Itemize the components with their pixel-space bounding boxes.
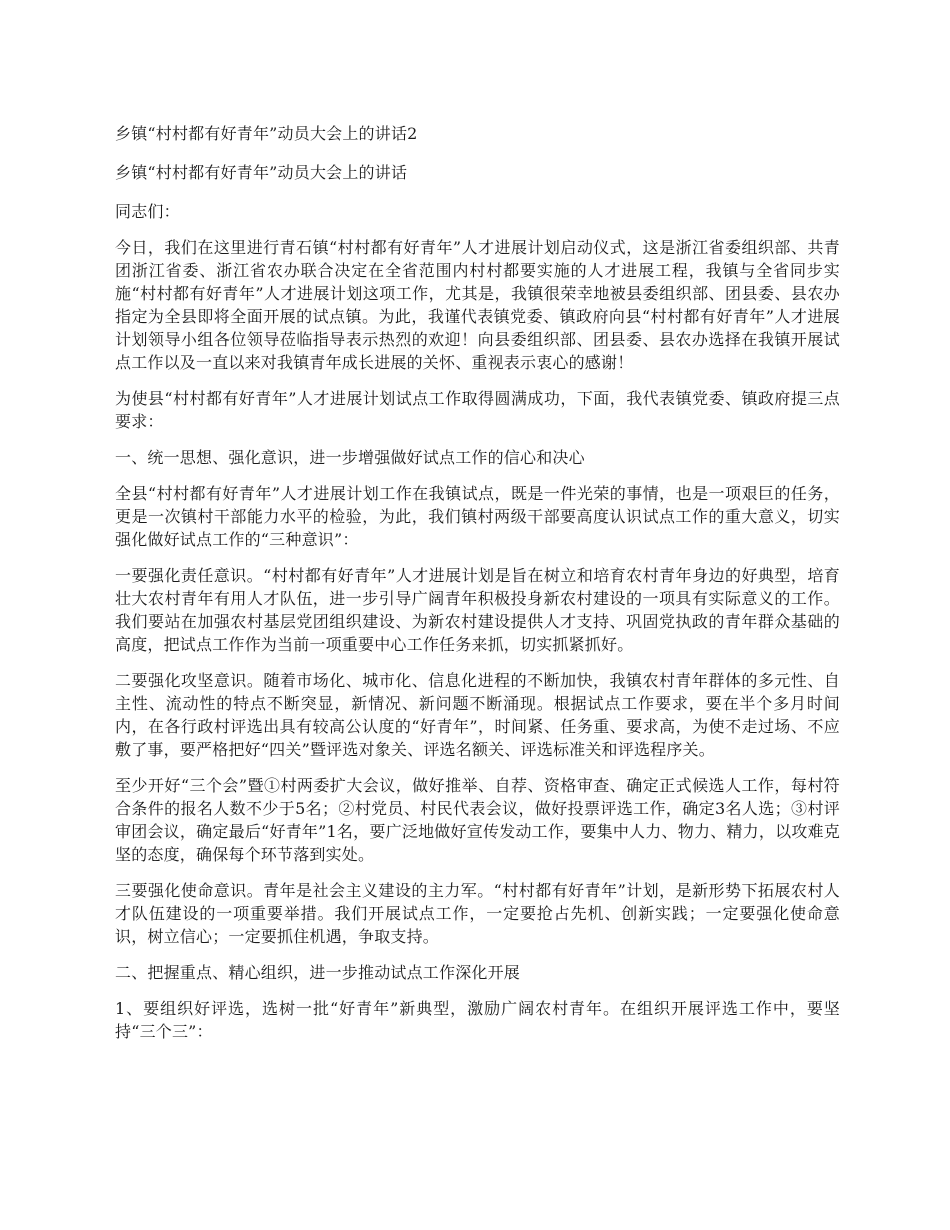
paragraph-tackling: 二要强化攻坚意识。随着市场化、城市化、信息化进程的不断加快，我镇农村青年群体的多元性、自主性、流动性的特点不断突显，新情况、新问题不断涌现。根据试点工作要求，要在半个多月时间内，在各行政村评选出具有较高公认度的“好青年”，时间紧、任务重、要求高，为使不走过场、不应敷了事，要严格把好“四关”暨评选对象关、评选名额关、评选标准关和评选程序关。 xyxy=(115,671,840,759)
paragraph-mission: 三要强化使命意识。青年是社会主义建设的主力军。“村村都有好青年”计划，是新形势下拓展农村人才队伍建设的一项重要举措。我们开展试点工作，一定要抢占先机、创新实践；一定要强化使命意识，树立信心；一定要抓住机遇，争取支持。 xyxy=(115,881,840,946)
paragraph-three-awareness: 全县“村村都有好青年”人才进展计划工作在我镇试点，既是一件光荣的事情，也是一项艰巨的任务，更是一次镇村干部能力水平的检验，为此，我们镇村两级干部要高度认识试点工作的重大意义，切实强化做好试点工作的“三种意识”： xyxy=(115,484,840,549)
paragraph-opening: 今日，我们在这里进行青石镇“村村都有好青年”人才进展计划启动仪式，这是浙江省委组织部、共青团浙江省委、浙江省农办联合决定在全省范围内村村都要实施的人才进展工程，我镇与全省同步实施“村村都有好青年”人才进展计划这项工作，尤其是，我镇很荣幸地被县委组织部、团县委、县农办指定为全县即将全面开展的试点镇。为此，我谨代表镇党委、镇政府向县“村村都有好青年”人才进展计划领导小组各位领导莅临指导表示热烈的欢迎！向县委组织部、团县委、县农办选择在我镇开展试点工作以及一直以来对我镇青年成长进展的关怀、重视表示衷心的感谢！ xyxy=(115,238,840,372)
document-title: 乡镇“村村都有好青年”动员大会上的讲话2 xyxy=(115,124,418,143)
section-heading-1: 一、统一思想、强化意识，进一步增强做好试点工作的信心和决心 xyxy=(115,448,585,467)
document-page xyxy=(115,122,840,1056)
section-heading-2: 二、把握重点、精心组织，进一步推动试点工作深化开展 xyxy=(115,963,521,982)
paragraph-salutation: 同志们： xyxy=(115,202,180,221)
paragraph-requirements-intro: 为使县“村村都有好青年”人才进展计划试点工作取得圆满成功，下面，我代表镇党委、镇政府提三点要求： xyxy=(115,389,840,431)
paragraph-selection: 1、要组织好评选，选树一批“好青年”新典型，激励广阔农村青年。在组织开展评选工作中，要坚持“三个三”： xyxy=(115,999,840,1041)
paragraph-three-meetings: 至少开好“三个会”暨①村两委扩大会议，做好推举、自荐、资格审查、确定正式候选人工作，每村符合条件的报名人数不少于5名；②村党员、村民代表会议，做好投票评选工作，确定3名人选；③村评审团会议，确定最后“好青年”1名，要广泛地做好宣传发动工作，要集中人力、物力、精力，以攻难克坚的态度，确保每个环节落到实处。 xyxy=(115,776,840,864)
document-subtitle: 乡镇“村村都有好青年”动员大会上的讲话 xyxy=(115,163,408,182)
paragraph-responsibility: 一要强化责任意识。“村村都有好青年”人才进展计划是旨在树立和培育农村青年身边的好典型，培育壮大农村青年有用人才队伍，进一步引导广阔青年积极投身新农村建设的一项具有实际意义的工作。我们要站在加强农村基层党团组织建设、为新农村建设提供人才支持、巩固党执政的青年群众基础的高度，把试点工作作为当前一项重要中心工作任务来抓，切实抓紧抓好。 xyxy=(115,566,840,654)
